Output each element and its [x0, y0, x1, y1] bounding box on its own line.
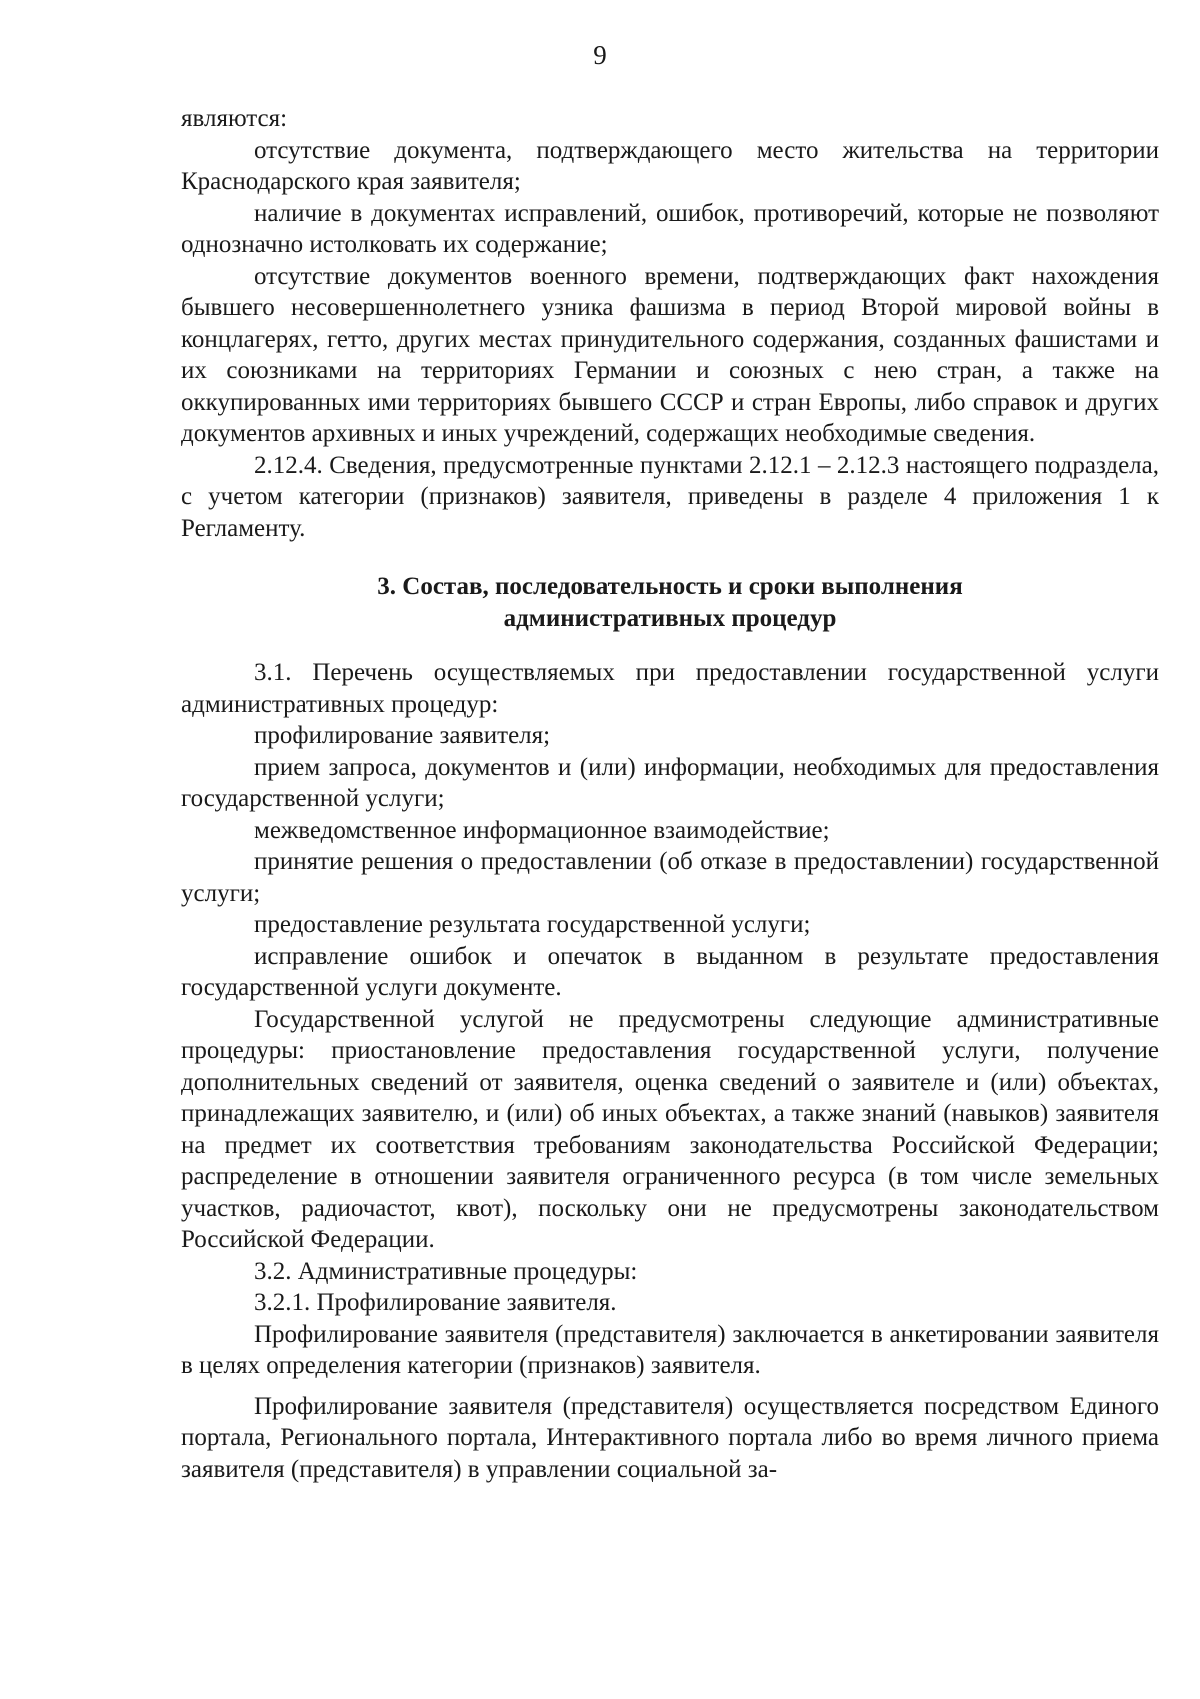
spacer [181, 634, 1159, 657]
paragraph: Профилирование заявителя (представителя) осуществляется посредством Единого портала, Регионального портала, Интерактивного портала либо во время личного приема заявителя (представителя) в управлении социальной за- [181, 1392, 1159, 1483]
paragraph: отсутствие документа, подтверждающего место жительства на территории Краснодарского края заявителя; [181, 136, 1159, 195]
paragraph: прием запроса, документов и (или) информации, необходимых для предоставления государственной услуги; [181, 753, 1159, 812]
paragraph: исправление ошибок и опечаток в выданном в результате предоставления государственной услуги документе. [181, 942, 1159, 1001]
paragraph: 3.1. Перечень осуществляемых при предоставлении государственной услуги административных процедур: [181, 659, 1159, 718]
paragraph: Профилирование заявителя (представителя) заключается в анкетировании заявителя в целях определения категории (признаков) заявителя. [181, 1320, 1159, 1379]
paragraph: 3.2. Административные процедуры: [254, 1257, 638, 1285]
section-heading-line: 3. Состав, последовательность и сроки выполнения [377, 573, 963, 600]
paragraph: 3.2.1. Профилирование заявителя. [254, 1289, 617, 1316]
paragraph: межведомственное информационное взаимодействие; [254, 816, 830, 844]
spacer [181, 1382, 1159, 1391]
page-number: 9 [593, 40, 607, 70]
paragraph: отсутствие документов военного времени, подтверждающих факт нахождения бывшего несовершеннолетнего узника фашизма в период Второй мировой войны в концлагерях, гетто, других местах принудительного содержания, созданных фашистами и их союзниками на территориях Германии и союзных с нею стран, а также на оккупированных ими территориях бывшего СССР и стран Европы, либо справок и других документов архивных и иных учреждений, содержащих необходимые сведения. [181, 262, 1159, 447]
paragraph: принятие решения о предоставлении (об отказе в предоставлении) государственной услуги; [181, 848, 1159, 907]
paragraph: предоставление результата государственной услуги; [254, 911, 811, 938]
section-heading [181, 571, 1159, 634]
paragraph: 2.12.4. Сведения, предусмотренные пунктами 2.12.1 – 2.12.3 настоящего подраздела, с учетом категории (признаков) заявителя, приведены в разделе 4 приложения 1 к Регламенту. [181, 451, 1159, 542]
paragraph: Государственной услугой не предусмотрены следующие административные процедуры: приостановление предоставления государственной услуги, получение дополнительных сведений от заявителя, оценка сведений о заявителе и (или) объектах, принадлежащих заявителю, и (или) об иных объектах, а также знаний (навыков) заявителя на предмет их соответствия требованиям законодательства Российской Федерации; распределение в отношении заявителя ограниченного ресурса (в том числе земельных участков, радиочастот, квот), поскольку они не предусмотрены законодательством Российской Федерации. [181, 1005, 1159, 1253]
section-heading-line: административных процедур [503, 604, 837, 632]
paragraph: профилирование заявителя; [254, 722, 551, 749]
document-body [181, 103, 1159, 1485]
paragraph: являются: [181, 105, 288, 132]
spacer [181, 544, 1159, 571]
paragraph: наличие в документах исправлений, ошибок, противоречий, которые не позволяют однозначно истолковать их содержание; [181, 199, 1159, 258]
